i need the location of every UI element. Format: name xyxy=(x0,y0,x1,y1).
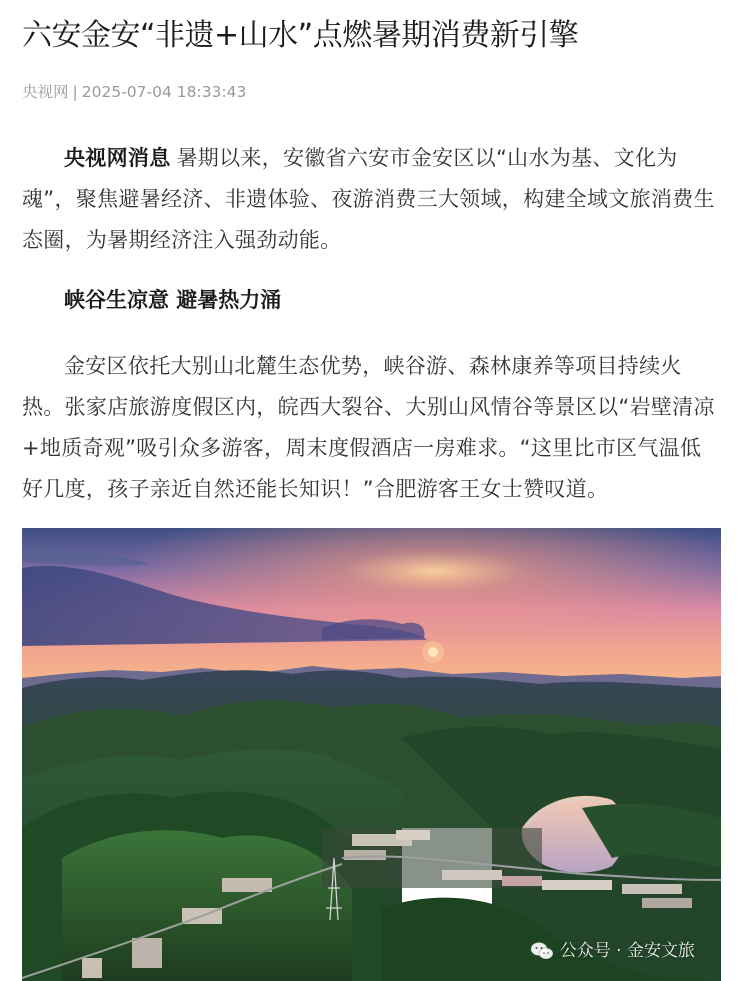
sunset-valley-image xyxy=(22,528,721,981)
section-heading: 峡谷生凉意 避暑热力涌 xyxy=(64,288,282,312)
photo-watermark xyxy=(530,939,695,963)
body-paragraph: 金安区依托大别山北麓生态优势，峡谷游、森林康养等项目持续火热。张家店旅游度假区内，皖西大裂谷、大别山风情谷等景区以“岩壁清凉+地质奇观”吸引众多游客，周末度假酒店一房难求。“这里比市区气温低好几度，孩子亲近自然还能长知识！”合肥游客王女士赞叹道。 xyxy=(22,354,715,501)
source-label[interactable]: 央视网 xyxy=(22,83,69,101)
wechat-icon xyxy=(530,941,554,961)
publish-datetime: 2025-07-04 18:33:43 xyxy=(81,83,247,101)
intro-lead: 央视网消息 xyxy=(64,146,171,170)
article-meta xyxy=(22,81,246,103)
article-photo[interactable] xyxy=(22,528,721,981)
intro-text: 暑期以来，安徽省六安市金安区以“山水为基、文化为魂”，聚焦避暑经济、非遗体验、夜游消费三大领域，构建全域文旅消费生态圈，为暑期经济注入强劲动能。 xyxy=(22,146,715,252)
intro-paragraph xyxy=(22,138,722,261)
meta-separator: | xyxy=(72,83,78,101)
watermark-text: 公众号 · 金安文旅 xyxy=(559,941,695,961)
article-title: 六安金安“非遗+山水”点燃暑期消费新引擎 xyxy=(22,18,579,53)
